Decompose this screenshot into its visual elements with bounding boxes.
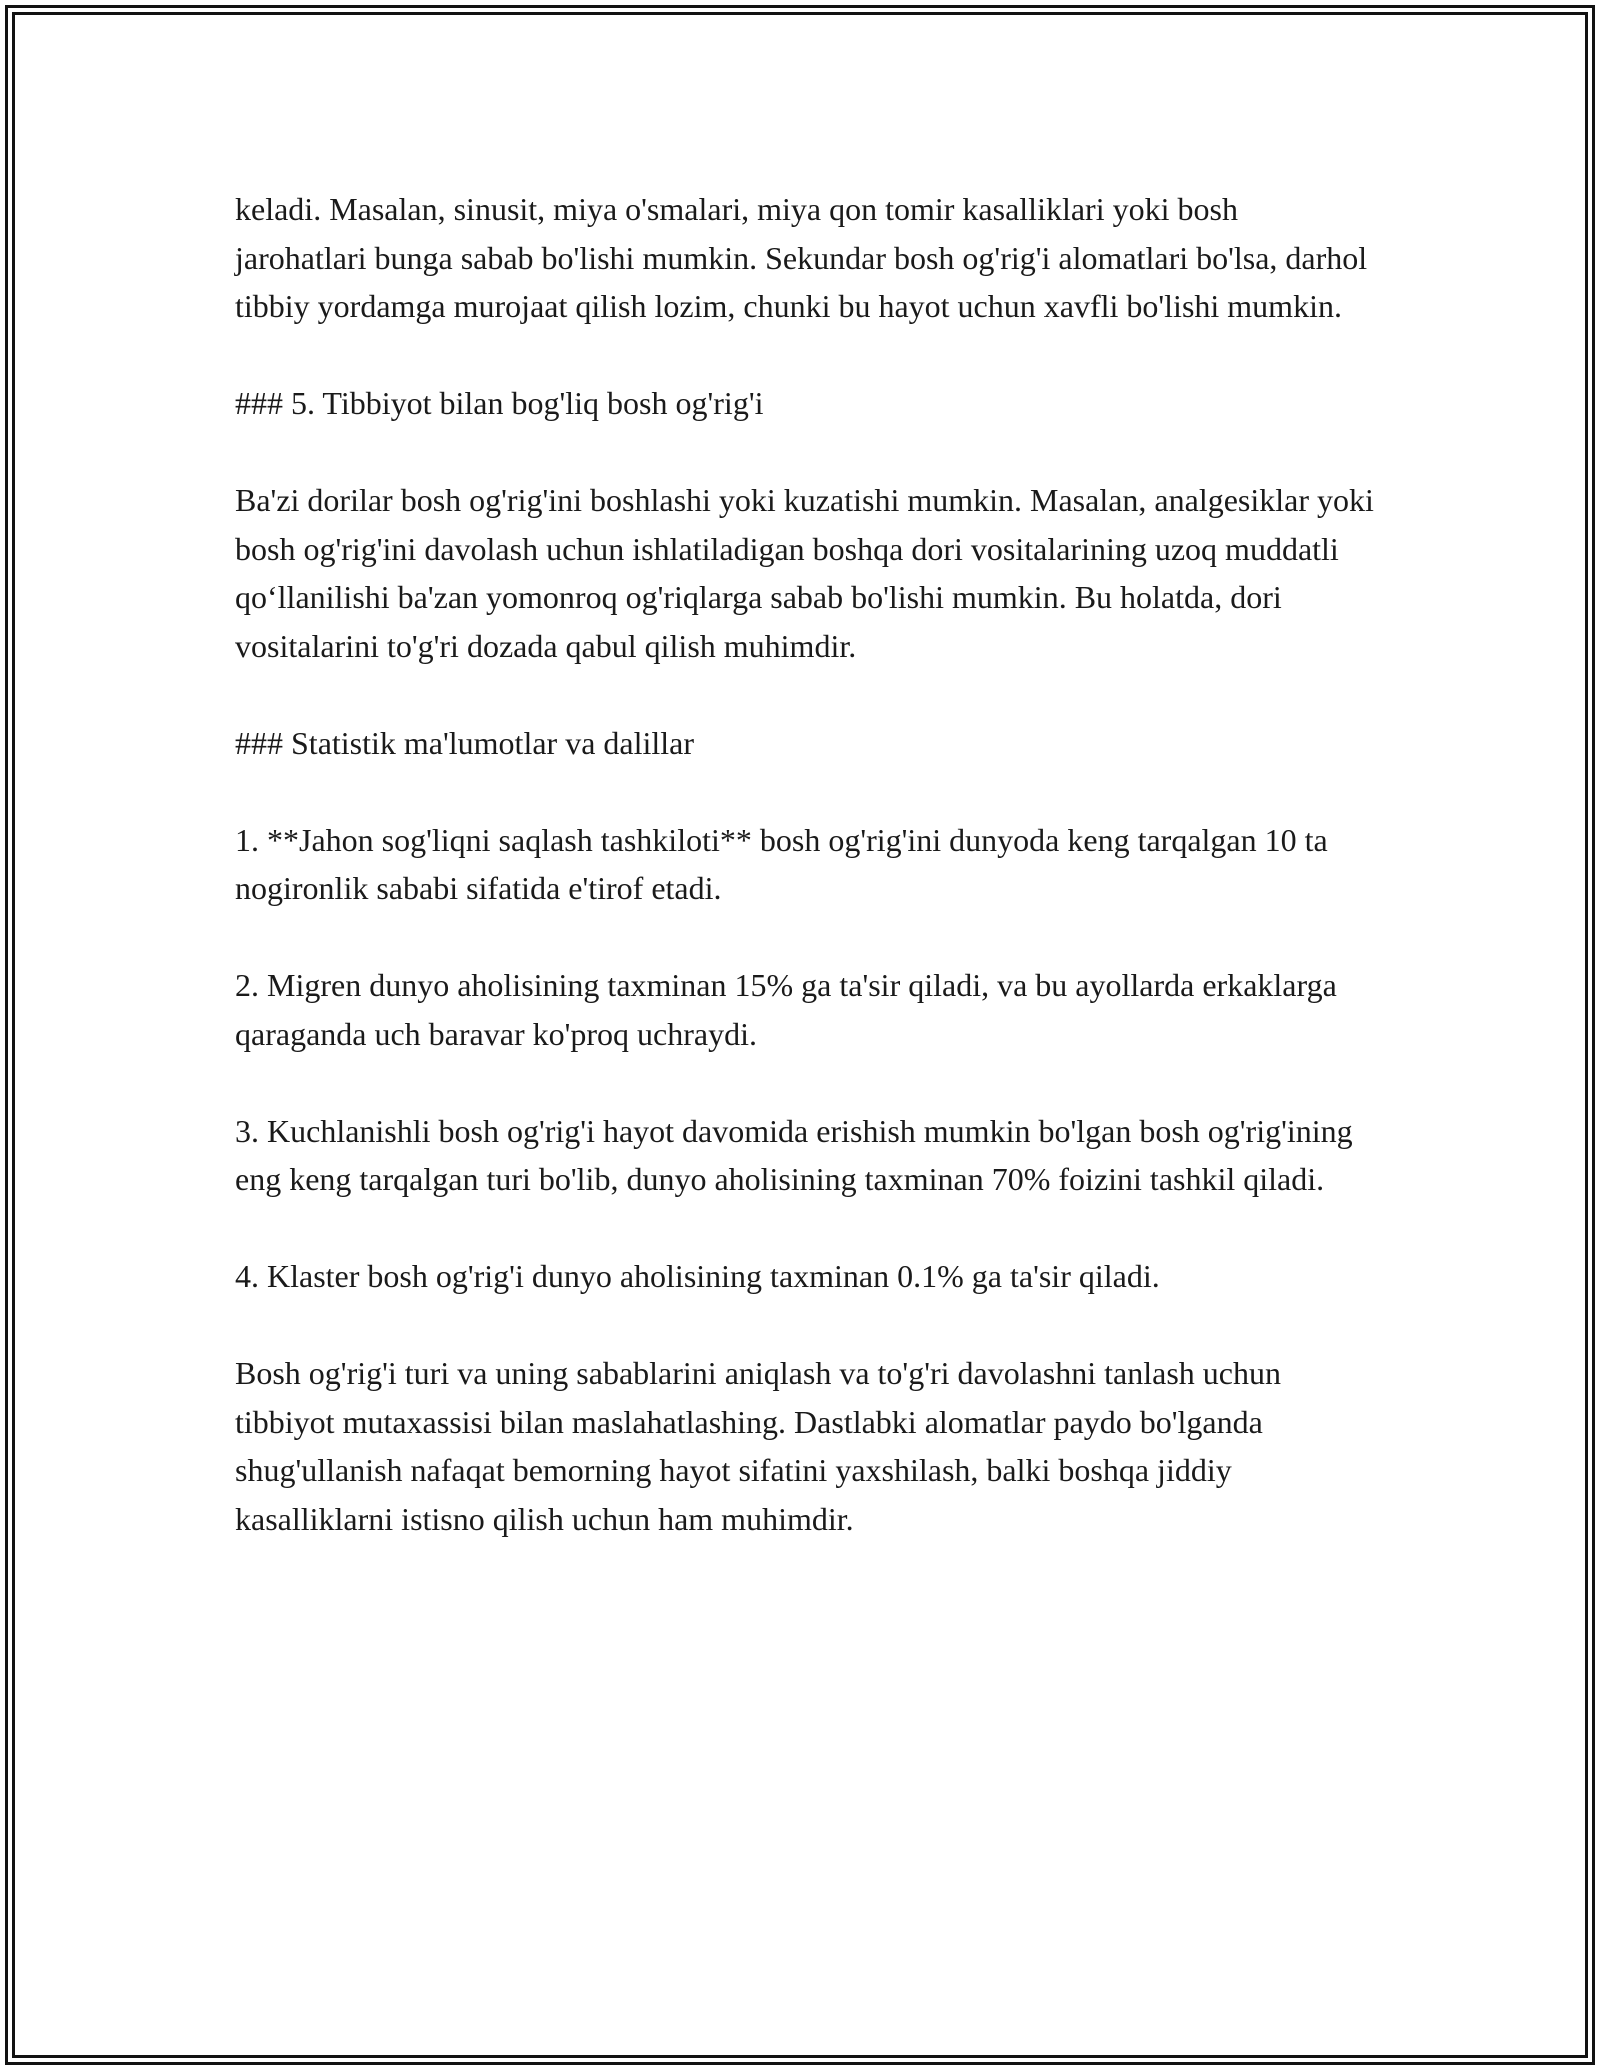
heading-statistics: ### Statistik ma'lumotlar va dalillar — [235, 724, 695, 761]
paragraph-secondary-headache-continuation: keladi. Masalan, sinusit, miya o'smalari, miya qon tomir kasalliklari yoki bosh jarohatlari bunga sabab bo'lishi mumkin. Sekundar bosh og'rig'i alomatlari bo'lsa, darhol tibbiy yordamga murojaat qilish lozim, chunki bu hayot uchun xavfli bo'lishi mumkin. — [235, 191, 1368, 324]
list-item-statistic-1: 1. **Jahon sog'liqni saqlash tashkiloti** bosh og'rig'ini dunyoda keng tarqalgan 10 ta nogironlik sababi sifatida e'tirof etadi. — [235, 821, 1328, 906]
list-item-statistic-4: 4. Klaster bosh og'rig'i dunyo aholisining taxminan 0.1% ga ta'sir qiladi. — [235, 1258, 1160, 1294]
paragraph-conclusion: Bosh og'rig'i turi va uning sabablarini aniqlash va to'g'ri davolashni tanlash uchun tibbiyot mutaxassisi bilan maslahatlashing. Dastlabki alomatlar paydo bo'lganda shug'ullanish nafaqat bemorning hayot sifatini yaxshilash, balki boshqa jiddiy kasalliklarni istisno qilish uchun ham muhimdir. — [235, 1355, 1281, 1537]
paragraph-medication-headache: Ba'zi dorilar bosh og'rig'ini boshlashi yoki kuzatishi mumkin. Masalan, analgesiklar yoki bosh og'rig'ini davolash uchun ishlatiladigan boshqa dori vositalarining uzoq muddatli qo‘llanilishi ba'zan yomonroq og'riqlarga sabab bo'lishi mumkin. Bu holatda, dori vositalarini to'g'ri dozada qabul qilish muhimdir. — [235, 482, 1374, 664]
list-item-statistic-3: 3. Kuchlanishli bosh og'rig'i hayot davomida erishish mumkin bo'lgan bosh og'rig'ining eng keng tarqalgan turi bo'lib, dunyo aholisining taxminan 70% foizini tashkil qiladi. — [235, 1112, 1353, 1197]
heading-medication-headache: ### 5. Tibbiyot bilan bog'liq bosh og'rig'i — [235, 385, 764, 421]
list-item-statistic-2: 2. Migren dunyo aholisining taxminan 15% ga ta'sir qiladi, va bu ayollarda erkaklarga qaraganda uch baravar ko'proq uchraydi. — [235, 967, 1337, 1052]
document-body — [235, 185, 1375, 1543]
